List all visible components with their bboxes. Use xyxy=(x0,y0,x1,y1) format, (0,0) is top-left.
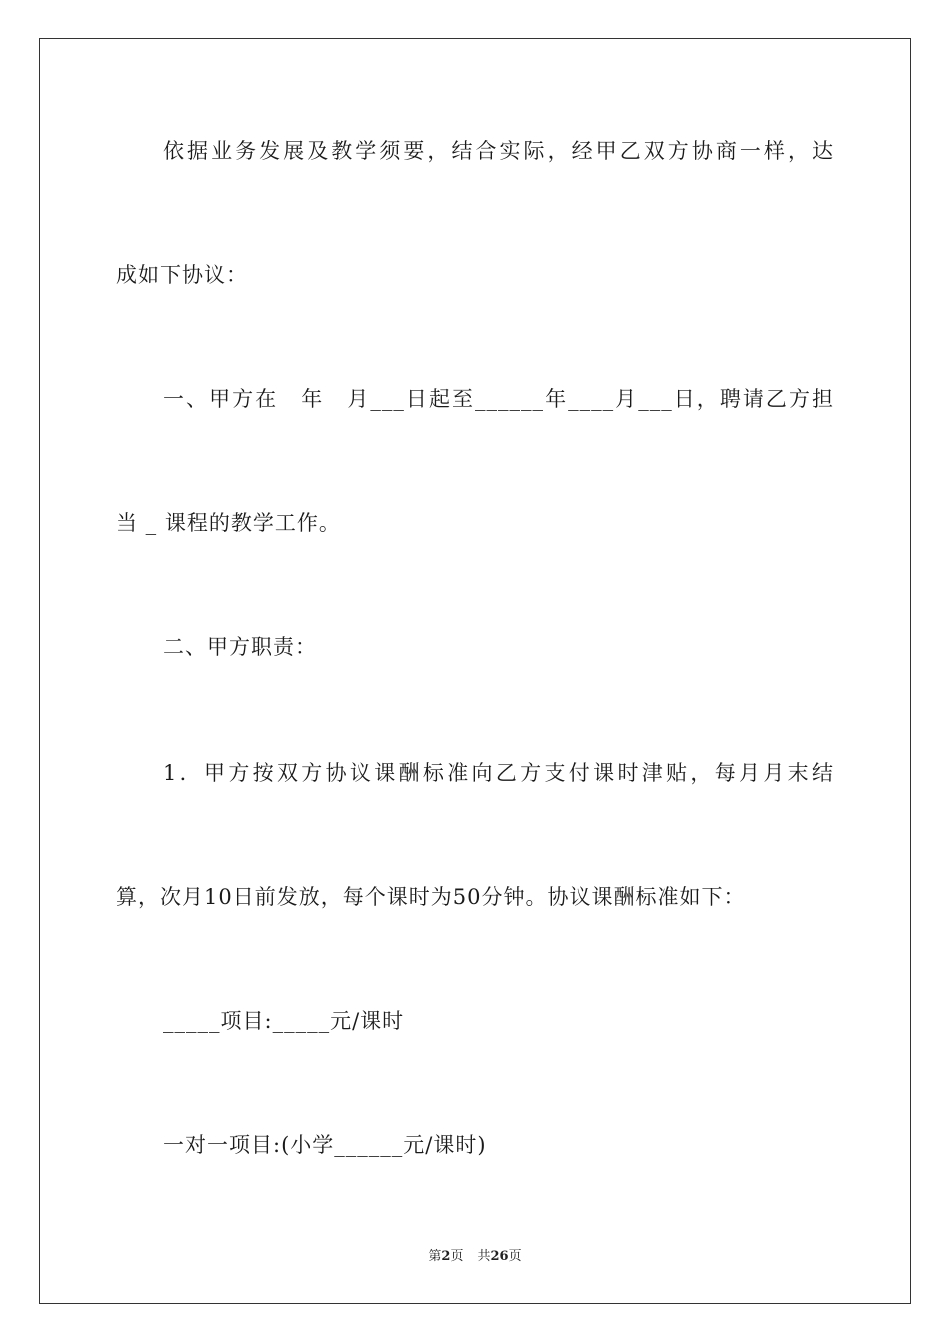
fee-item-one-on-one: 一对一项目:(小学______元/课时) xyxy=(163,1133,487,1157)
paragraph-line-1: 依据业务发展及教学须要，结合实际，经甲乙双方协商一样，达 xyxy=(163,139,834,163)
footer-page-number: 2 xyxy=(441,1249,451,1264)
footer-page-prefix: 第 xyxy=(428,1249,442,1264)
fee-item-project: _____项目:_____元/课时 xyxy=(163,1009,405,1033)
footer-total-prefix: 共 xyxy=(477,1249,491,1264)
clause-1-line-2: 当 _ 课程的教学工作。 xyxy=(116,511,341,535)
paragraph-line-2: 成如下协议： xyxy=(116,263,248,287)
footer-page-suffix: 页 xyxy=(450,1249,464,1264)
footer-total-suffix: 页 xyxy=(508,1249,522,1264)
clause-2-heading: 二、甲方职责： xyxy=(163,635,317,659)
page-footer xyxy=(0,1248,950,1266)
clause-1-line-1: 一、甲方在 年 月___日起至______年____月___日，聘请乙方担 xyxy=(163,387,834,411)
page-frame xyxy=(39,38,911,1304)
clause-2-item-1-line-2: 算，次月10日前发放，每个课时为50分钟。协议课酬标准如下： xyxy=(116,885,746,909)
footer-total-pages: 26 xyxy=(490,1249,509,1264)
clause-2-item-1-line-1: 1．甲方按双方协议课酬标准向乙方支付课时津贴，每月月末结 xyxy=(163,761,834,785)
